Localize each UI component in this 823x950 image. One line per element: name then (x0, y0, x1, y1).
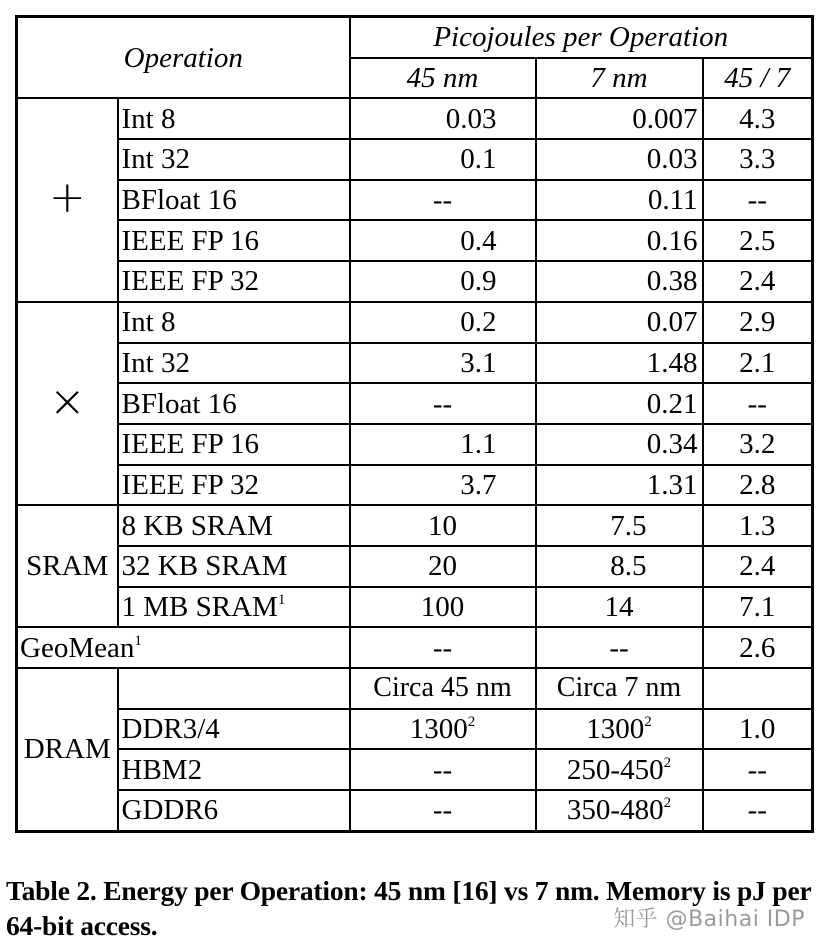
value-45nm: 0.9 (350, 261, 536, 302)
footnote-marker: 2 (644, 714, 652, 731)
value-7nm: 1.48 (536, 343, 703, 384)
geomean-label (17, 627, 350, 668)
circa-45nm-header: Circa 45 nm (350, 668, 536, 709)
op-name: IEEE FP 32 (118, 465, 350, 506)
col-45nm-header: 45 nm (350, 58, 536, 99)
table-row (17, 709, 813, 750)
add-group-label (17, 98, 118, 301)
value-text: 1300 (586, 713, 645, 746)
op-name: IEEE FP 32 (118, 261, 350, 302)
value-ratio: 1.3 (703, 505, 813, 546)
table-row-geomean (17, 627, 813, 668)
value-45nm: 20 (350, 546, 536, 587)
op-name: BFloat 16 (118, 180, 350, 221)
col-ratio-header: 45 / 7 (703, 58, 813, 99)
value-ratio: 2.4 (703, 261, 813, 302)
value-ratio: -- (703, 790, 813, 831)
energy-table (15, 15, 814, 833)
multiply-icon: × (48, 375, 86, 427)
value-45nm: -- (350, 749, 536, 790)
value-ratio: -- (703, 749, 813, 790)
table-row (17, 139, 813, 180)
table-row (17, 343, 813, 384)
value-45nm: -- (350, 383, 536, 424)
empty-cell (703, 668, 813, 709)
footnote-marker: 2 (467, 714, 476, 731)
value-7nm: 0.03 (536, 139, 703, 180)
value-ratio: 2.4 (703, 546, 813, 587)
table-row (17, 790, 813, 831)
value-7nm (536, 749, 703, 790)
value-45nm: 3.7 (350, 465, 536, 506)
footnote-marker: 1 (277, 591, 286, 608)
value-7nm: -- (536, 627, 703, 668)
value-7nm: 0.007 (536, 98, 703, 139)
value-ratio: 2.9 (703, 302, 813, 343)
table-row (17, 546, 813, 587)
value-7nm: 0.07 (536, 302, 703, 343)
op-name: Int 8 (118, 98, 350, 139)
value-7nm: 7.5 (536, 505, 703, 546)
op-name: Int 32 (118, 139, 350, 180)
watermark: 知乎 @Baihai IDP (613, 907, 805, 932)
value-ratio: 2.8 (703, 465, 813, 506)
op-name: Int 8 (118, 302, 350, 343)
footnote-marker: 1 (134, 632, 142, 649)
op-name: BFloat 16 (118, 383, 350, 424)
dram-group-label: DRAM (17, 668, 118, 831)
value-7nm: 0.11 (536, 180, 703, 221)
value-45nm: 1.1 (350, 424, 536, 465)
plus-icon: + (48, 172, 86, 224)
table-row (17, 180, 813, 221)
value-ratio: 2.5 (703, 220, 813, 261)
value-45nm: -- (350, 627, 536, 668)
value-45nm: 0.2 (350, 302, 536, 343)
value-7nm: 0.21 (536, 383, 703, 424)
value-7nm: 0.16 (536, 220, 703, 261)
value-45nm: -- (350, 180, 536, 221)
value-45nm: 10 (350, 505, 536, 546)
table-row (17, 465, 813, 506)
table-row (17, 749, 813, 790)
col-7nm-header: 7 nm (536, 58, 703, 99)
value-ratio: 3.3 (703, 139, 813, 180)
value-7nm: 1.31 (536, 465, 703, 506)
op-name: Int 32 (118, 343, 350, 384)
value-ratio: 7.1 (703, 587, 813, 628)
circa-7nm-header: Circa 7 nm (536, 668, 703, 709)
mul-group-label (17, 302, 118, 505)
table-row (17, 587, 813, 628)
op-name-text: 1 MB SRAM (121, 590, 278, 623)
footnote-marker: 2 (663, 754, 672, 771)
sram-group-label: SRAM (17, 505, 118, 627)
geomean-text: GeoMean (20, 631, 135, 664)
value-45nm (350, 709, 536, 750)
value-45nm: 0.4 (350, 220, 536, 261)
value-7nm: 14 (536, 587, 703, 628)
value-7nm: 0.38 (536, 261, 703, 302)
value-text: 250-450 (566, 753, 664, 786)
value-45nm: 3.1 (350, 343, 536, 384)
value-ratio: -- (703, 383, 813, 424)
value-7nm: 0.34 (536, 424, 703, 465)
value-45nm: 100 (350, 587, 536, 628)
value-7nm (536, 709, 703, 750)
value-text: 1300 (409, 713, 468, 746)
table-row (17, 98, 813, 139)
op-name: 32 KB SRAM (118, 546, 350, 587)
picojoules-header: Picojoules per Operation (350, 17, 813, 58)
value-ratio: 1.0 (703, 709, 813, 750)
table-row-dram-subheader (17, 668, 813, 709)
footnote-marker: 2 (663, 795, 672, 812)
value-45nm: 0.03 (350, 98, 536, 139)
table-row (17, 302, 813, 343)
op-name: IEEE FP 16 (118, 424, 350, 465)
table-row (17, 424, 813, 465)
op-name: DDR3/4 (118, 709, 350, 750)
value-7nm: 8.5 (536, 546, 703, 587)
value-ratio: 2.6 (703, 627, 813, 668)
value-ratio: 3.2 (703, 424, 813, 465)
value-ratio: 2.1 (703, 343, 813, 384)
value-ratio: 4.3 (703, 98, 813, 139)
op-name: GDDR6 (118, 790, 350, 831)
table-row (17, 261, 813, 302)
operation-header: Operation (17, 17, 350, 99)
table-row (17, 220, 813, 261)
op-name (118, 587, 350, 628)
op-name: HBM2 (118, 749, 350, 790)
table-caption: Table 2. Energy per Operation: 45 nm [16] vs 7 nm. Memory is pJ per 64-bit access. (6, 875, 811, 941)
value-7nm (536, 790, 703, 831)
empty-cell (118, 668, 350, 709)
op-name: 8 KB SRAM (118, 505, 350, 546)
value-text: 350-480 (566, 794, 664, 827)
value-45nm: 0.1 (350, 139, 536, 180)
table-row (17, 383, 813, 424)
value-45nm: -- (350, 790, 536, 831)
table-row (17, 505, 813, 546)
value-ratio: -- (703, 180, 813, 221)
op-name: IEEE FP 16 (118, 220, 350, 261)
